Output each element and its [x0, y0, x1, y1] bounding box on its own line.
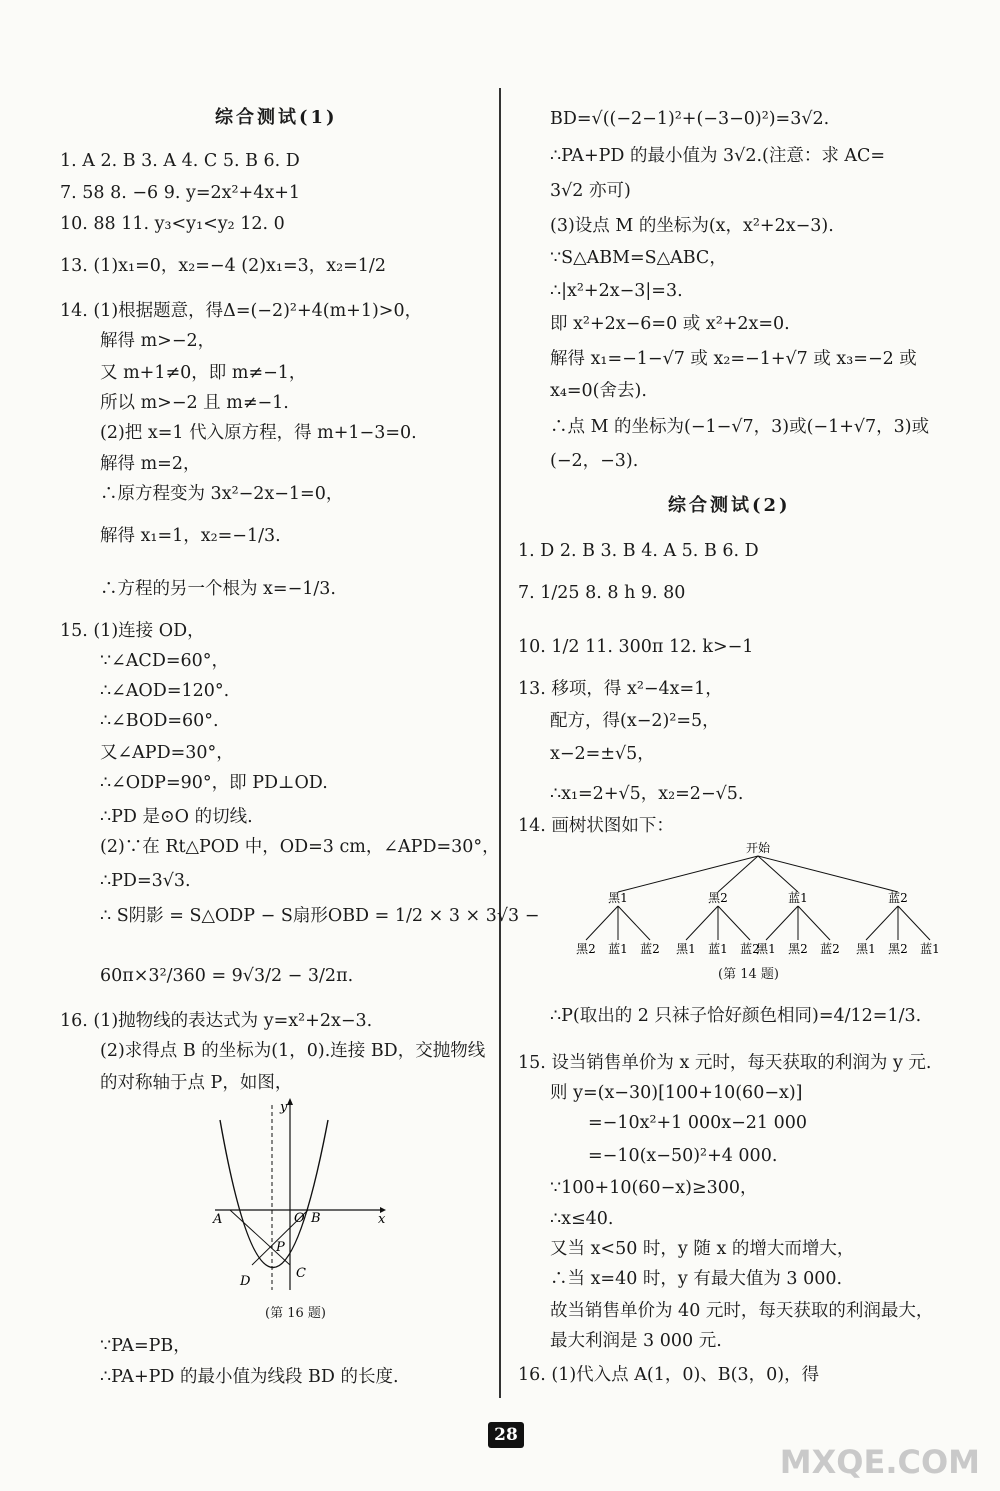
left-line-1: 7. 58 8. −6 9. y=2x²+4x+1	[60, 183, 301, 203]
right-end-line-2: 则 y=(x−30)[100+10(60−x)]	[550, 1083, 803, 1103]
left-line-22: ∴ S阴影 = S△ODP − S扇形OBD = 1/2 × 3 × 3√3 −	[100, 906, 540, 926]
right-bottom-line-6: ∴x₁=2+√5，x₂=2−√5.	[550, 784, 744, 804]
right-top-line-0: BD=√((−2−1)²+(−3−0)²)=3√2.	[550, 109, 830, 129]
label-D: D	[240, 1274, 251, 1289]
right-bottom-line-7: 14. 画树状图如下：	[518, 816, 674, 836]
tree-node-l2-3-2: 蓝1	[920, 942, 940, 956]
tree-diagram	[558, 840, 958, 970]
right-bottom-line-1: 7. 1/25 8. 8 h 9. 80	[518, 583, 686, 603]
right-bottom-line-4: 配方，得(x−2)²=5，	[550, 711, 720, 731]
left-line-9: 解得 m=2，	[100, 454, 201, 474]
right-end-line-4: =−10(x−50)²+4 000.	[588, 1146, 778, 1166]
right-top-line-4: ∵S△ABM=S△ABC，	[550, 248, 727, 268]
right-bottom-line-5: x−2=±√5，	[550, 744, 655, 764]
right-end-line-6: ∴x≤40.	[550, 1209, 614, 1229]
tree-node-l2-2-2: 蓝2	[820, 942, 840, 956]
label-y: y	[280, 1100, 288, 1115]
tree-root: 开始	[745, 841, 771, 855]
left-line-13: 15. (1)连接 OD，	[60, 621, 205, 641]
tree-node-l2-0-1: 蓝1	[608, 942, 628, 956]
tree-node-l2-2-0: 黑1	[756, 942, 776, 956]
left-line-20: (2)∵在 Rt△POD 中，OD=3 cm，∠APD=30°，	[100, 837, 500, 857]
left-line-11: 解得 x₁=1，x₂=−1/3.	[100, 526, 281, 546]
label-B: B	[311, 1211, 321, 1226]
right-bottom-line-0: 1. D 2. B 3. B 4. A 5. B 6. D	[518, 541, 759, 561]
right-end-line-5: ∵100+10(60−x)≥300，	[550, 1178, 758, 1198]
right-top-line-9: ∴点 M 的坐标为(−1−√7，3)或(−1+√7，3)或	[550, 417, 930, 437]
left-line-23: 60π×3²/360 = 9√3/2 − 3/2π.	[100, 966, 354, 986]
tree-node-l2-1-1: 蓝1	[708, 942, 728, 956]
left-line-27: ∵PA=PB，	[100, 1336, 191, 1356]
left-line-25: (2)求得点 B 的坐标为(1，0).连接 BD，交抛物线	[100, 1041, 486, 1061]
right-end-line-11: 16. (1)代入点 A(1，0)、B(3，0)，得	[518, 1365, 820, 1385]
right-end-line-7: 又当 x<50 时，y 随 x 的增大而增大，	[550, 1239, 855, 1259]
left-line-14: ∵∠ACD=60°，	[100, 651, 230, 671]
label-C: C	[296, 1266, 306, 1281]
label-x: x	[378, 1212, 386, 1227]
left-line-19: ∴PD 是⊙O 的切线.	[100, 807, 253, 827]
left-line-8: (2)把 x=1 代入原方程，得 m+1−3=0.	[100, 423, 417, 443]
right-top-line-1: ∴PA+PD 的最小值为 3√2.(注意：求 AC=	[550, 146, 886, 166]
label-O: O	[294, 1211, 305, 1226]
figure-caption-16: (第 16 题)	[265, 1306, 326, 1321]
right-end-line-9: 故当销售单价为 40 元时，每天获取的利润最大，	[550, 1301, 934, 1321]
left-line-21: ∴PD=3√3.	[100, 871, 191, 891]
left-line-7: 所以 m>−2 且 m≠−1.	[100, 393, 289, 413]
left-line-18: ∴∠ODP=90°，即 PD⊥OD.	[100, 773, 328, 793]
left-line-24: 16. (1)抛物线的表达式为 y=x²+2x−3.	[60, 1011, 373, 1031]
tree-node-l1-3: 蓝2	[888, 891, 908, 905]
right-top-line-10: (−2，−3).	[550, 451, 639, 471]
tree-node-l2-0-0: 黑2	[576, 942, 596, 956]
right-end-line-1: 15. 设当销售单价为 x 元时，每天获取的利润为 y 元.	[518, 1053, 932, 1073]
left-line-3: 13. (1)x₁=0，x₂=−4 (2)x₁=3，x₂=1/2	[60, 256, 386, 276]
right-end-line-3: =−10x²+1 000x−21 000	[588, 1113, 808, 1133]
right-end-line-0: ∴P(取出的 2 只袜子恰好颜色相同)=4/12=1/3.	[550, 1006, 922, 1026]
left-line-2: 10. 88 11. y₃<y₁<y₂ 12. 0	[60, 214, 285, 234]
left-line-5: 解得 m>−2，	[100, 331, 216, 351]
column-divider	[499, 88, 501, 1398]
tree-node-l1-1: 黑2	[708, 891, 728, 905]
right-bottom-line-2: 10. 1/2 11. 300π 12. k>−1	[518, 637, 754, 657]
section-title-1: 综合测试(1)	[215, 107, 338, 128]
right-end-line-10: 最大利润是 3 000 元.	[550, 1331, 722, 1351]
left-line-17: 又∠APD=30°，	[100, 743, 234, 763]
section-title-2: 综合测试(2)	[668, 495, 791, 516]
tree-node-l2-1-0: 黑1	[676, 942, 696, 956]
right-top-line-6: 即 x²+2x−6=0 或 x²+2x=0.	[550, 314, 790, 334]
tree-node-l2-1-2: 蓝2	[740, 942, 760, 956]
tree-node-l2-3-1: 黑2	[888, 942, 908, 956]
right-end-line-8: ∴当 x=40 时，y 有最大值为 3 000.	[550, 1269, 843, 1289]
tree-node-l2-2-1: 黑2	[788, 942, 808, 956]
tree-caption: (第 14 题)	[718, 967, 779, 982]
left-line-26: 的对称轴于点 P，如图，	[100, 1073, 293, 1093]
watermark: MXQE.COM	[779, 1443, 980, 1481]
tree-node-l1-2: 蓝1	[788, 891, 808, 905]
parabola-figure	[210, 1095, 390, 1295]
tree-node-l2-3-0: 黑1	[856, 942, 876, 956]
left-line-16: ∴∠BOD=60°.	[100, 711, 219, 731]
left-line-28: ∴PA+PD 的最小值为线段 BD 的长度.	[100, 1367, 399, 1387]
tree-node-l1-0: 黑1	[608, 891, 628, 905]
right-bottom-line-3: 13. 移项，得 x²−4x=1，	[518, 679, 723, 699]
left-line-15: ∴∠AOD=120°.	[100, 681, 230, 701]
left-line-10: ∴原方程变为 3x²−2x−1=0，	[100, 484, 344, 504]
label-P: P	[276, 1240, 285, 1255]
left-line-12: ∴方程的另一个根为 x=−1/3.	[100, 579, 336, 599]
left-line-6: 又 m+1≠0，即 m≠−1，	[100, 363, 307, 383]
page-number: 28	[488, 1422, 524, 1448]
right-top-line-2: 3√2 亦可)	[550, 181, 631, 201]
right-top-line-8: x₄=0(舍去).	[550, 381, 647, 401]
right-top-line-5: ∴|x²+2x−3|=3.	[550, 281, 683, 301]
left-line-4: 14. (1)根据题意，得Δ=(−2)²+4(m+1)>0，	[60, 301, 423, 321]
tree-node-l2-0-2: 蓝2	[640, 942, 660, 956]
right-top-line-3: (3)设点 M 的坐标为(x，x²+2x−3).	[550, 216, 834, 236]
right-top-line-7: 解得 x₁=−1−√7 或 x₂=−1+√7 或 x₃=−2 或	[550, 349, 917, 369]
left-line-0: 1. A 2. B 3. A 4. C 5. B 6. D	[60, 151, 300, 171]
label-A: A	[213, 1212, 223, 1227]
